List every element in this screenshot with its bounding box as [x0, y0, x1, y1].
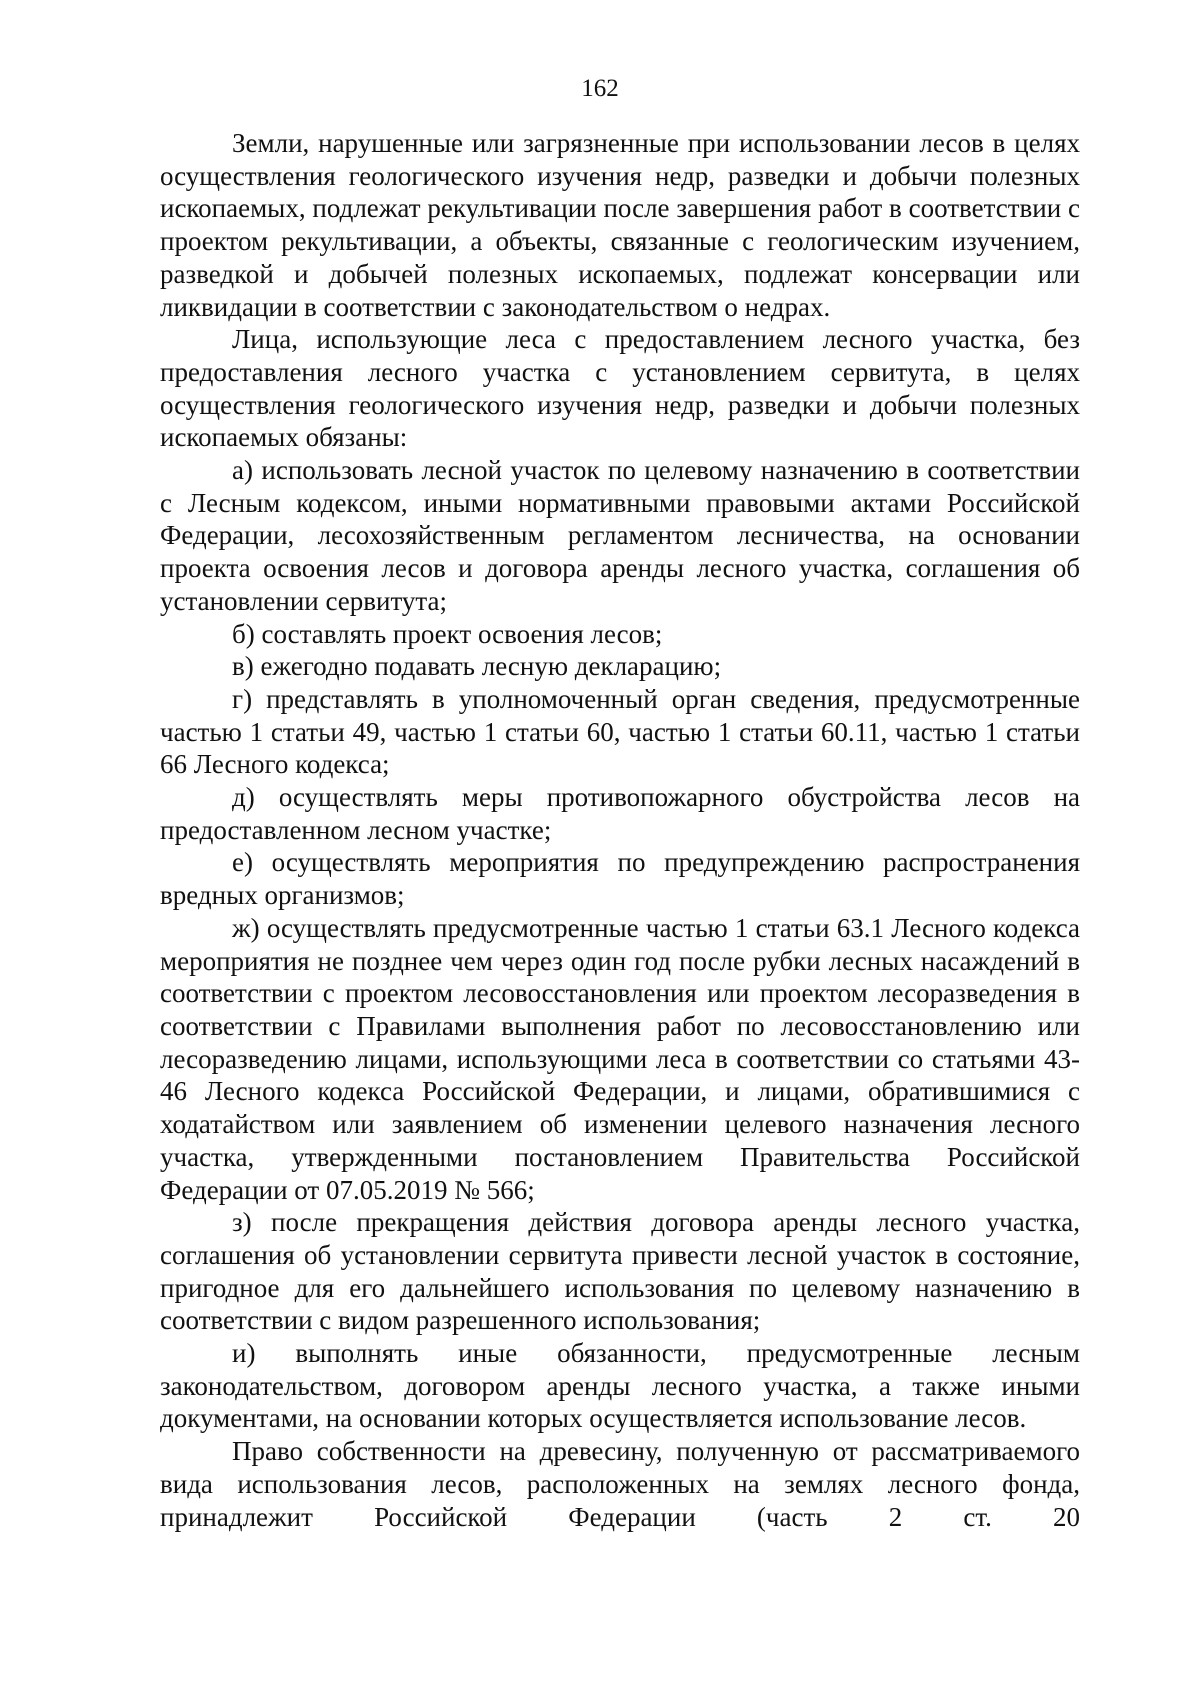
list-item-i: и) выполнять иные обязанности, предусмотренные лесным законодательством, договором аренды лесного участка, а также иными документами, на основании которых осуществляется использование лесов. — [160, 1338, 1080, 1434]
paragraph-timber-ownership: Право собственности на древесину, полученную от рассматриваемого вида использования лесов, расположенных на землях лесного фонда, принадлежит Российской Федерации (часть 2 ст. 20 — [160, 1436, 1080, 1532]
list-item-g: г) представлять в уполномоченный орган сведения, предусмотренные частью 1 статьи 49, частью 1 статьи 60, частью 1 статьи 60.11, частью 1 статьи 66 Лесного кодекса; — [160, 683, 1080, 780]
list-item-e: е) осуществлять мероприятия по предупреждению распространения вредных организмов; — [160, 847, 1080, 911]
list-item-z: з) после прекращения действия договора аренды лесного участка, соглашения об установлении сервитута привести лесной участок в состояние, пригодное для его дальнейшего использования по целевому назначению в соответствии с видом разрешенного использования; — [160, 1207, 1080, 1336]
paragraph-land-reclamation: Земли, нарушенные или загрязненные при использовании лесов в целях осуществления геологического изучения недр, разведки и добычи полезных ископаемых, подлежат рекультивации после завершения работ в соответствии с проектом рекультивации, а объекты, связанные с геологическим изучением, разведкой и добычей полезных ископаемых, подлежат консервации или ликвидации в соответствии с законодательством о недрах. — [160, 128, 1080, 322]
page-body — [160, 127, 1080, 1533]
paragraph-obligations-intro: Лица, использующие леса с предоставлением лесного участка, без предоставления лесного участка с установлением сервитута, в целях осуществления геологического изучения недр, разведки и добычи полезных ископаемых обязаны: — [160, 324, 1080, 453]
list-item-v: в) ежегодно подавать лесную декларацию; — [232, 651, 722, 682]
list-item-a: а) использовать лесной участок по целевому назначению в соответствии с Лесным кодексом, иными нормативными правовыми актами Российской Федерации, лесохозяйственным регламентом лесничества, на основании проекта освоения лесов и договора аренды лесного участка, соглашения об установлении сервитута; — [160, 455, 1080, 616]
list-item-b: б) составлять проект освоения лесов; — [232, 618, 663, 649]
list-item-d: д) осуществлять меры противопожарного обустройства лесов на предоставленном лесном участке; — [160, 782, 1080, 845]
page-number: 162 — [581, 75, 619, 102]
list-item-zh: ж) осуществлять предусмотренные частью 1 статьи 63.1 Лесного кодекса мероприятия не позднее чем через один год после рубки лесных насаждений в соответствии с проектом лесовосстановления или проектом лесоразведения в соответствии с Правилами выполнения работ по лесовосстановлению или лесоразведению лицами, использующими леса в соответствии со статьями 43-46 Лесного кодекса Российской Федерации, и лицами, обратившимися с ходатайством или заявлением об изменении целевого назначения лесного участка, утвержденными постановлением Правительства Российской Федерации от 07.05.2019 № 566; — [160, 912, 1080, 1205]
